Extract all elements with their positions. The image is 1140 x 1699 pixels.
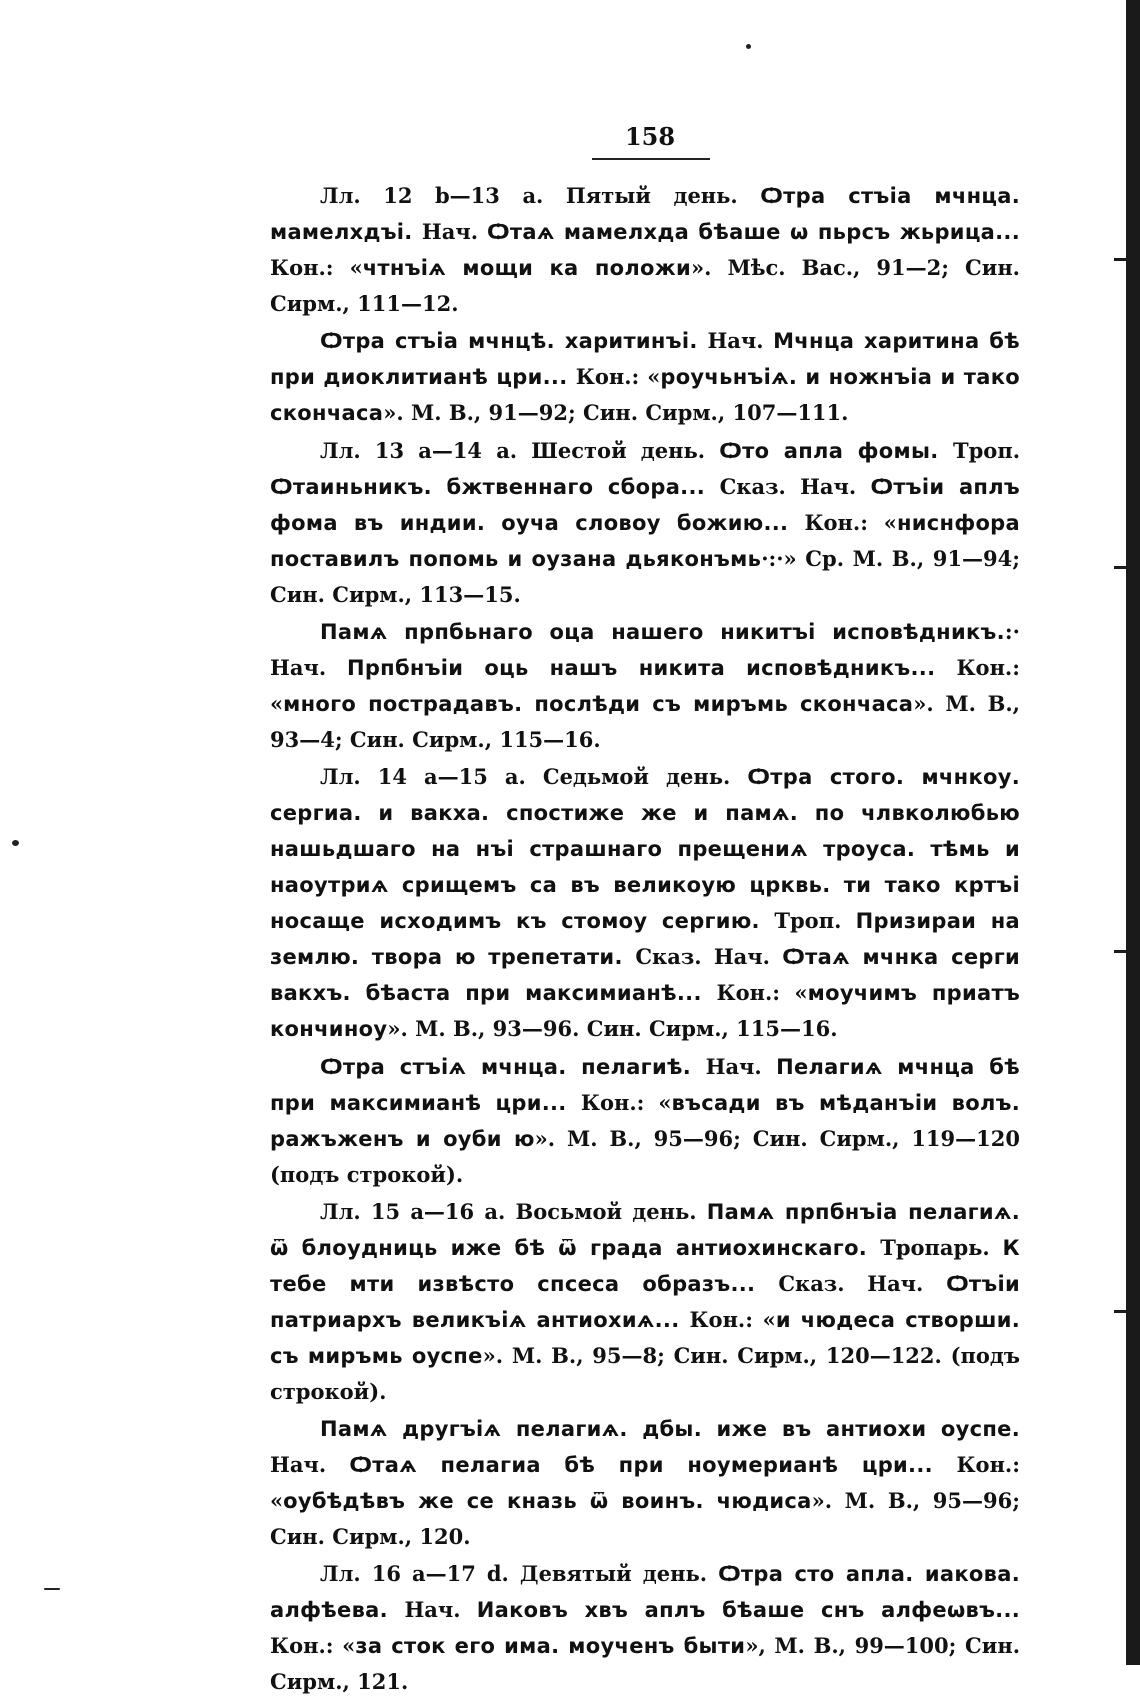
text-run: Кон.: « [270,255,363,280]
scan-speck [12,840,19,846]
scan-page-edge [1126,0,1140,1665]
slavonic-text-run: Ѻто апла фомы. [719,439,953,463]
catalog-entry [270,433,1020,612]
slavonic-text-run: много пострадавъ. послѣди съ миръмь скончаса [283,692,914,716]
text-run: Лл. 12 b—13 а. Пятый день. [320,183,761,208]
text-run: Сказ. Нач. [719,474,871,499]
text-run: ». М. В., 95—8; Син. Сирм., 120—122. (подъ строкой). [270,1343,1020,1404]
slavonic-text-run: Прпбнъіи оць нашъ никита исповѣдникъ... [346,656,957,680]
catalog-entry [270,1556,1020,1699]
text-run: Нач. [404,1597,477,1622]
slavonic-text-run: Ѻтаиньникъ. бжтвеннаго сбора... [270,475,720,499]
scan-edge-mark [1114,950,1126,953]
slavonic-text-run: Пелагиѧ мчнца бѣ при максимианѣ цри... [270,1055,1020,1115]
slavonic-text-run: Памѧ другъіѧ пелагиѧ. дбы. иже въ антиохи оуспе. [320,1417,1020,1441]
text-run: Троп. [953,438,1020,463]
text-run: ·:·» Ср. М. В., 91—94; Син. Сирм., 113—15. [270,546,1020,607]
slavonic-text-run: Ѻтъіи патриархъ великъіѧ антиохиѧ... [270,1272,1021,1332]
slavonic-text-run: Ѻтъіи аплъ фома въ индии. оуча словоу божию... [270,475,1021,535]
text-run: Троп. [774,908,856,933]
scan-edge-mark [1114,1310,1126,1313]
scan-speck [44,1588,60,1590]
catalog-text [270,178,1020,1699]
text-run: :· Нач. [270,619,1020,680]
text-run: Нач. [707,328,774,353]
text-run: Тропарь. [880,1235,1003,1260]
slavonic-text-run: ниснфора поставилъ попомь и оузана дьяконъмь [270,511,1020,571]
slavonic-text-run: за сток его има. моученъ быти [355,1634,746,1658]
slavonic-text-run: Ѻтра стъіа мчнца. мамелхдъі. [270,184,1020,244]
text-run: ». М. В., 93—96. Син. Сирм., 115—16. [387,1016,838,1041]
slavonic-text-run: Ѻтра сто апла. иакова. алфѣева. [270,1562,1020,1622]
slavonic-text-run: роучьнъіѧ. и ножнъіа и тако скончаса [270,365,1020,425]
scan-edge-mark [1114,566,1126,569]
catalog-entry [270,178,1020,321]
text-run: Лл. 13 а—14 а. Шестой день. [320,438,720,463]
text-run: Кон.: « [270,1452,1020,1513]
slavonic-text-run: оубѣдѣвъ же се кназь ѿ воинъ. чюдиса [283,1489,812,1513]
slavonic-text-run: Ѻтра стъіѧ мчнца. пелагиѣ. [320,1055,706,1079]
slavonic-text-run: Мчнца харитина бѣ при диоклитианѣ цри... [270,329,1020,389]
slavonic-text-run: Ѻтра стъіа мчнцѣ. харитинъі. [320,329,708,353]
slavonic-text-run: Ѻтаѧ мчнка серги вакхъ. бѣаста при максимианѣ... [270,945,1020,1005]
text-run: ». М. В., 95—96; Син. Сирм., 119—120 (подъ строкой). [270,1126,1020,1187]
slavonic-text-run: Памѧ прпбьнаго оца нашего никитъі исповѣдникъ. [320,620,1005,644]
slavonic-text-run: Памѧ прпбнъіа пелагиѧ. ѿ блоудниць иже бѣ ѿ града антиохинскаго. [270,1200,1020,1260]
text-run: Кон.: « [270,655,1020,716]
text-run: », М. В., 99—100; Син. Сирм., 121. [270,1633,1021,1694]
text-run: Лл. 14 а—15 а. Седьмой день. [320,764,748,789]
text-run: Нач. [421,219,488,244]
text-run: Кон.: « [580,1090,672,1115]
text-run: Кон.: « [575,364,661,389]
slavonic-text-run: Иаковъ хвъ аплъ бѣаше снъ алфеѡвъ... [476,1598,1020,1622]
slavonic-text-run: моучимъ приатъ кончиноу [270,981,1021,1041]
slavonic-text-run: и чюдеса створши. съ миръмь оуспе [270,1308,1020,1368]
slavonic-text-run: Призираи на землю. твора ю трепетати. [270,909,1021,969]
text-run: ». Мѣс. Вас., 91—2; Син. Сирм., 111—12. [270,255,1020,316]
catalog-entry [270,759,1020,1047]
scan-speck [746,44,751,49]
text-run: Нач. [270,1452,350,1477]
text-run: Кон.: « [716,980,808,1005]
text-run: Сказ. Нач. [778,1271,947,1296]
text-run: Кон.: « [804,510,897,535]
catalog-entry [270,1411,1020,1554]
text-run: Лл. 15 а—16 а. Восьмой день. [320,1199,707,1224]
slavonic-text-run: Ѻтаѧ пелагиа бѣ при ноумерианѣ цри... [349,1453,957,1477]
slavonic-text-run: Ѻтаѧ мамелхда бѣаше ѡ пьрсъ жьрица... [487,220,1020,244]
slavonic-text-run: К тебе мти извѣсто спсеса образъ... [270,1236,1020,1296]
page-number-rule [592,158,710,160]
page-number: 158 [624,122,676,151]
text-run: ». М. В., 91—92; Син. Сирм., 107—111. [383,400,849,425]
scan-edge-mark [1114,258,1126,261]
slavonic-text-run: въсади въ мѣданъіи волъ. ражъженъ и оуби ю [270,1091,1020,1151]
slavonic-text-run: Ѻтра стого. мчнкоу. сергиа. и вакха. спостиже же и памѧ. по члвколюбью нашьдшаго на нъі страшнаго прещениѧ троуса. тѣмь и наоутриѧ срищемъ са въ великоую црквь. ти тако кртъі носаще исходимъ къ стомоу сергию. [270,765,1020,933]
slavonic-text-run: чтнъіѧ мощи ка положи [362,256,691,280]
text-run: Кон.: « [270,1633,356,1658]
text-run: Нач. [705,1054,777,1079]
catalog-entry [270,1194,1020,1409]
catalog-entry [270,1049,1020,1192]
text-run: Лл. 16 а—17 d. Девятый день. [320,1561,719,1586]
text-run: Кон.: « [689,1307,776,1332]
catalog-entry [270,614,1020,757]
catalog-entry [270,323,1020,431]
text-run: ». М. В., 93—4; Син. Сирм., 115—16. [270,691,1020,752]
text-run: ». М. В., 95—96; Син. Сирм., 120. [270,1488,1020,1549]
text-run: Сказ. Нач. [635,944,783,969]
